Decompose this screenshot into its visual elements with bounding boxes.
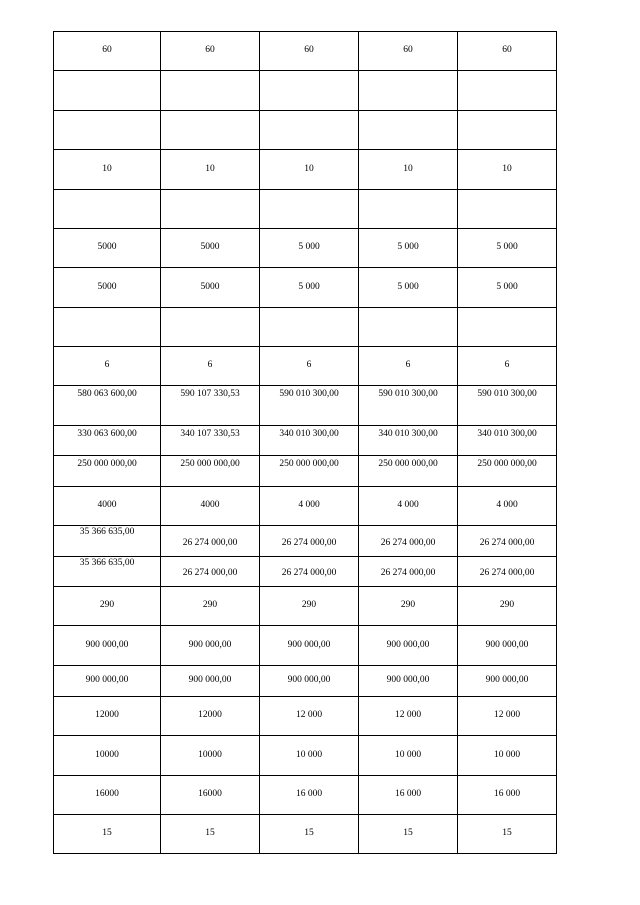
- table-row: [54, 526, 557, 557]
- table-cell: 900 000,00: [161, 666, 260, 697]
- table-cell: 900 000,00: [260, 666, 359, 697]
- table-cell: [260, 308, 359, 347]
- table-row: [54, 815, 557, 854]
- table-cell: 10: [458, 150, 557, 190]
- table-cell: [161, 111, 260, 150]
- table-cell: 5 000: [458, 268, 557, 308]
- table-cell: [54, 190, 161, 229]
- table-cell: 250 000 000,00: [458, 456, 557, 487]
- table-cell: 5 000: [359, 229, 458, 268]
- table-row: [54, 426, 557, 456]
- table-cell: 60: [359, 32, 458, 71]
- table-row: [54, 587, 557, 626]
- table-cell: 10: [260, 150, 359, 190]
- table-cell: 16 000: [359, 776, 458, 815]
- table-cell: 10: [359, 150, 458, 190]
- table-cell: 6: [54, 347, 161, 386]
- table-cell: 900 000,00: [54, 626, 161, 666]
- table-row: [54, 347, 557, 386]
- table-cell: 6: [161, 347, 260, 386]
- table-row: [54, 32, 557, 71]
- table-cell: 900 000,00: [161, 626, 260, 666]
- table-cell: 290: [54, 587, 161, 626]
- table-cell: 60: [458, 32, 557, 71]
- table-cell: 5000: [161, 268, 260, 308]
- table-cell: 26 274 000,00: [260, 526, 359, 557]
- table-cell: 900 000,00: [458, 626, 557, 666]
- table-row: [54, 268, 557, 308]
- table-row: [54, 456, 557, 487]
- table-cell: 900 000,00: [359, 626, 458, 666]
- table-cell: 340 010 300,00: [260, 426, 359, 456]
- table-row: [54, 190, 557, 229]
- table-cell: 16 000: [458, 776, 557, 815]
- table-cell: 6: [458, 347, 557, 386]
- table-cell: 15: [458, 815, 557, 854]
- table-cell: 340 010 300,00: [359, 426, 458, 456]
- table-row: [54, 666, 557, 697]
- table-cell: 330 063 600,00: [54, 426, 161, 456]
- table-cell: 590 010 300,00: [260, 386, 359, 426]
- table-cell: 60: [161, 32, 260, 71]
- table-row: [54, 111, 557, 150]
- table-cell: 5 000: [359, 268, 458, 308]
- table-cell: [260, 71, 359, 111]
- table-row: [54, 71, 557, 111]
- table-cell: [359, 190, 458, 229]
- table-cell: 10: [54, 150, 161, 190]
- table-cell: 250 000 000,00: [359, 456, 458, 487]
- table-cell: 12000: [161, 697, 260, 736]
- table-cell: 26 274 000,00: [458, 526, 557, 557]
- table-cell: 5 000: [260, 229, 359, 268]
- table-row: [54, 697, 557, 736]
- table-cell: 590 107 330,53: [161, 386, 260, 426]
- table-cell: 5 000: [458, 229, 557, 268]
- table-cell: 5 000: [260, 268, 359, 308]
- table-cell: 250 000 000,00: [54, 456, 161, 487]
- table-cell: 900 000,00: [458, 666, 557, 697]
- table-row: [54, 229, 557, 268]
- table-cell: 16000: [161, 776, 260, 815]
- table-cell: 26 274 000,00: [359, 526, 458, 557]
- table-cell: 10000: [161, 736, 260, 776]
- table-cell: 26 274 000,00: [161, 557, 260, 587]
- table-cell: 10000: [54, 736, 161, 776]
- table-cell: 12000: [54, 697, 161, 736]
- table-cell: 15: [260, 815, 359, 854]
- table-cell: 4000: [54, 487, 161, 526]
- table-cell: 900 000,00: [54, 666, 161, 697]
- table-cell: [458, 190, 557, 229]
- table-row: [54, 626, 557, 666]
- table-cell: 10: [161, 150, 260, 190]
- table-cell: 10 000: [458, 736, 557, 776]
- table-cell: 4 000: [260, 487, 359, 526]
- table-cell: 590 010 300,00: [359, 386, 458, 426]
- table-cell: 15: [161, 815, 260, 854]
- table-body: [54, 32, 557, 854]
- table-cell: 580 063 600,00: [54, 386, 161, 426]
- table-cell: [458, 308, 557, 347]
- table-cell: 26 274 000,00: [458, 557, 557, 587]
- table-cell: 10 000: [359, 736, 458, 776]
- table-row: [54, 487, 557, 526]
- table-cell: [359, 71, 458, 111]
- table-cell: 10 000: [260, 736, 359, 776]
- table-cell: [54, 71, 161, 111]
- table-cell: [54, 526, 161, 557]
- table-cell: 12 000: [458, 697, 557, 736]
- table-cell: [54, 111, 161, 150]
- table-cell: [161, 71, 260, 111]
- table-cell: 4000: [161, 487, 260, 526]
- table-row: [54, 150, 557, 190]
- table-cell: 290: [458, 587, 557, 626]
- data-table: [53, 31, 557, 854]
- table-cell: 250 000 000,00: [260, 456, 359, 487]
- table-cell: 60: [54, 32, 161, 71]
- table-cell: [359, 111, 458, 150]
- table-cell: 16 000: [260, 776, 359, 815]
- table-cell: 6: [260, 347, 359, 386]
- table-row: [54, 736, 557, 776]
- cell-text: 35 366 635,00: [79, 527, 135, 537]
- table-cell: 250 000 000,00: [161, 456, 260, 487]
- table-cell: 16000: [54, 776, 161, 815]
- table-row: [54, 557, 557, 587]
- table-cell: 590 010 300,00: [458, 386, 557, 426]
- table-cell: 26 274 000,00: [161, 526, 260, 557]
- table-cell: 5000: [54, 229, 161, 268]
- table-cell: [161, 308, 260, 347]
- table-cell: [54, 308, 161, 347]
- table-cell: [161, 190, 260, 229]
- table-cell: 12 000: [359, 697, 458, 736]
- table-cell: 60: [260, 32, 359, 71]
- table-cell: 290: [359, 587, 458, 626]
- table-cell: 900 000,00: [260, 626, 359, 666]
- cell-text: 35 366 635,00: [79, 558, 135, 568]
- table-cell: 4 000: [458, 487, 557, 526]
- table-row: [54, 776, 557, 815]
- table-cell: 340 107 330,53: [161, 426, 260, 456]
- table-cell: 15: [359, 815, 458, 854]
- table-row: [54, 308, 557, 347]
- table-cell: 6: [359, 347, 458, 386]
- table-row: [54, 386, 557, 426]
- table-cell: 5000: [54, 268, 161, 308]
- table-cell: [54, 557, 161, 587]
- table-cell: 26 274 000,00: [359, 557, 458, 587]
- table-cell: 5000: [161, 229, 260, 268]
- table-cell: [260, 190, 359, 229]
- table-cell: [260, 111, 359, 150]
- table-cell: 15: [54, 815, 161, 854]
- table-cell: 900 000,00: [359, 666, 458, 697]
- table-cell: 340 010 300,00: [458, 426, 557, 456]
- table-cell: 4 000: [359, 487, 458, 526]
- table-cell: [359, 308, 458, 347]
- table-cell: [458, 71, 557, 111]
- table-cell: 290: [161, 587, 260, 626]
- table-cell: [458, 111, 557, 150]
- table-cell: 26 274 000,00: [260, 557, 359, 587]
- table-cell: 12 000: [260, 697, 359, 736]
- table-cell: 290: [260, 587, 359, 626]
